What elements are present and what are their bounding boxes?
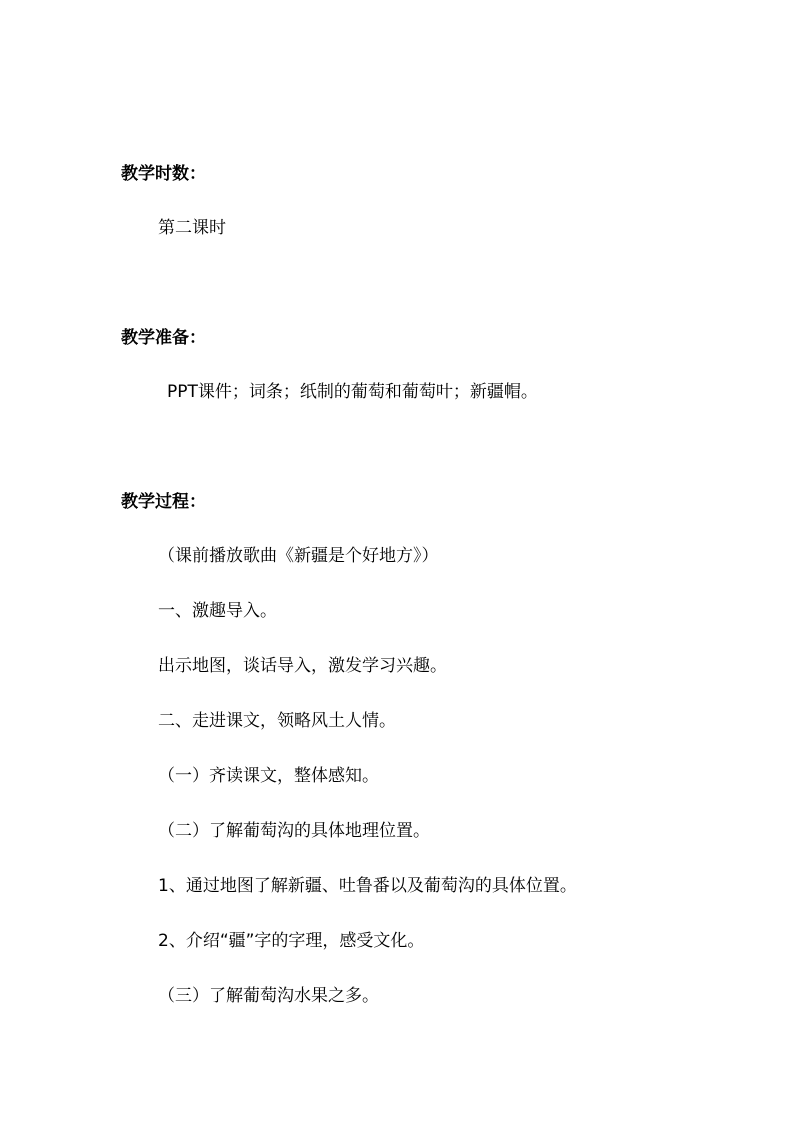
process-line: （三）了解葡萄沟水果之多。 [158,986,379,1006]
process-line: 2、介绍“疆”字的字理，感受文化。 [158,931,425,951]
process-line: （课前播放歌曲《新疆是个好地方》） [158,546,439,566]
process-line: 一、激趣导入。 [158,601,277,621]
process-line: （一）齐读课文，整体感知。 [158,766,379,786]
process-line: 1、通过地图了解新疆、吐鲁番以及葡萄沟的具体位置。 [158,876,577,896]
duration-content: 第二课时 [158,218,226,238]
preparation-content: PPT课件；词条；纸制的葡萄和葡萄叶；新疆帽。 [167,382,538,402]
process-heading: 教学过程： [121,492,206,512]
process-line: 二、走进课文，领略风土人情。 [158,711,396,731]
process-line: （二）了解葡萄沟的具体地理位置。 [158,821,430,841]
duration-heading: 教学时数： [121,164,206,184]
preparation-heading: 教学准备： [121,328,206,348]
process-line: 出示地图，谈话导入，激发学习兴趣。 [158,656,447,676]
